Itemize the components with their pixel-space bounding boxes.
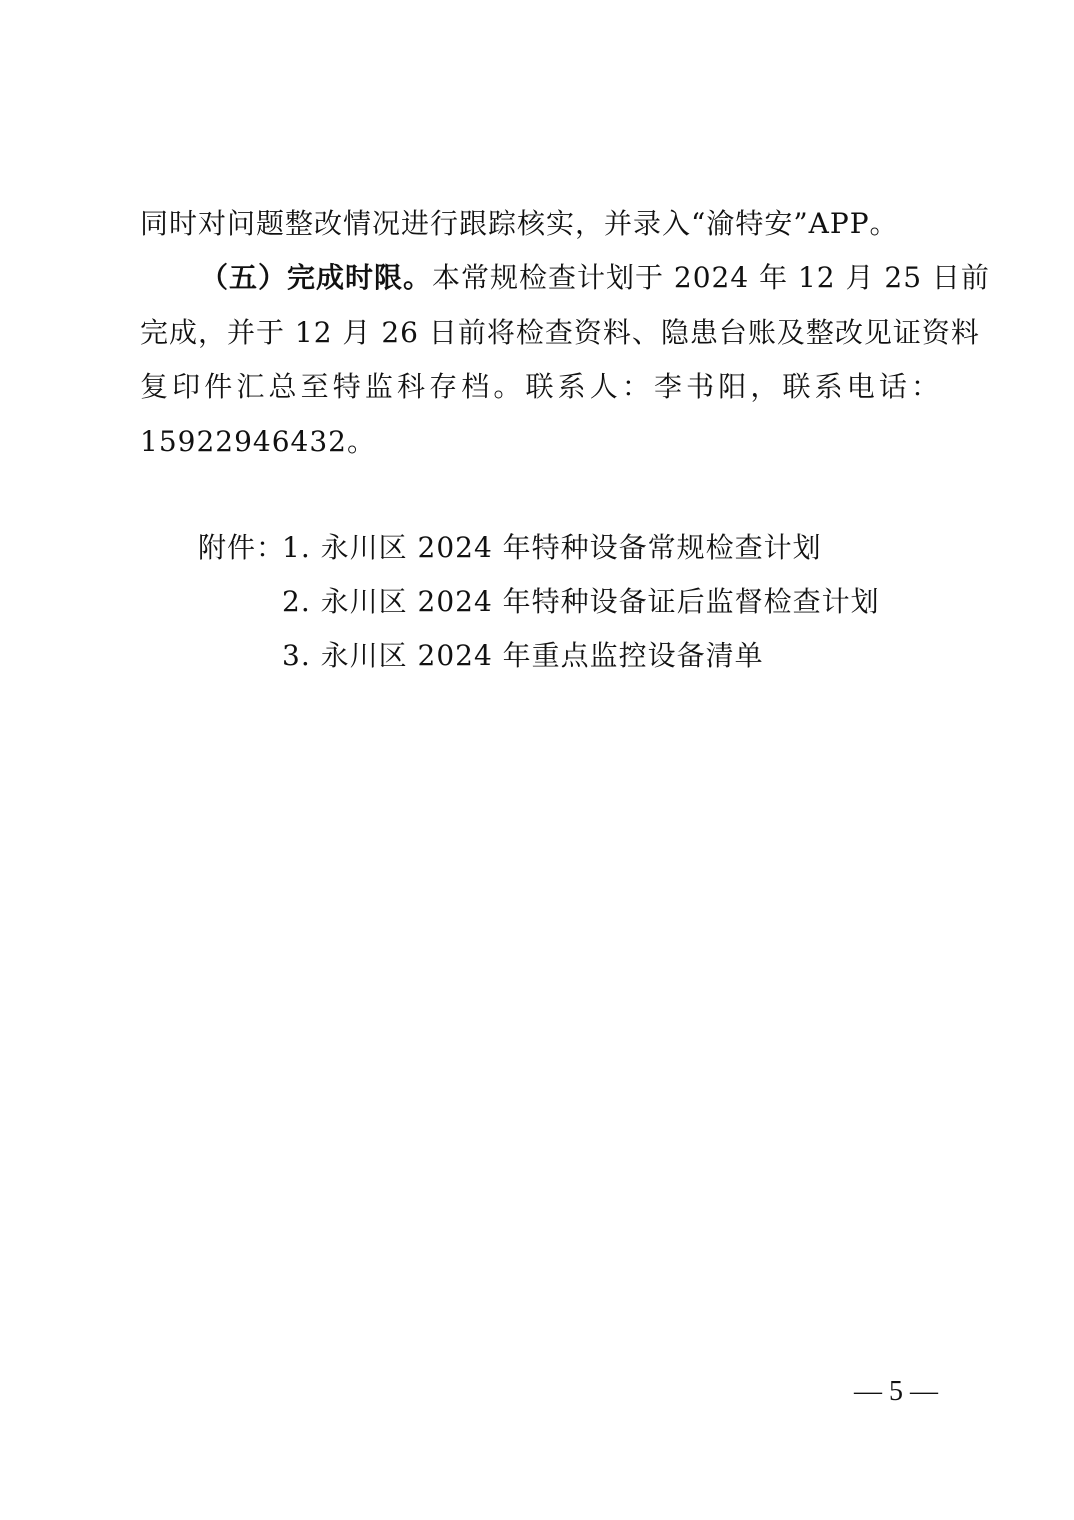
paragraph-line [200, 250, 990, 306]
paragraph-line: 完成，并于 12 月 26 日前将检查资料、隐患台账及整改见证资料 [140, 316, 980, 349]
paragraph-line: 同时对问题整改情况进行跟踪核实，并录入“渝特安”APP。 [140, 207, 899, 240]
page-number: — 5 — [854, 1376, 938, 1407]
attachment-item: 2. 永川区 2024 年特种设备证后监督检查计划 [282, 585, 880, 618]
attachment-item: 1. 永川区 2024 年特种设备常规检查计划 [282, 531, 822, 564]
attachments-label: 附件： [198, 531, 286, 564]
attachment-item: 3. 永川区 2024 年重点监控设备清单 [282, 639, 764, 672]
section-heading: （五）完成时限。 [200, 261, 433, 294]
paragraph-text: 本常规检查计划于 2024 年 12 月 25 日前 [432, 261, 990, 294]
paragraph-line: 复印件汇总至特监科存档。联系人：李书阳，联系电话： [140, 370, 940, 403]
paragraph-line: 15922946432。 [140, 425, 376, 458]
